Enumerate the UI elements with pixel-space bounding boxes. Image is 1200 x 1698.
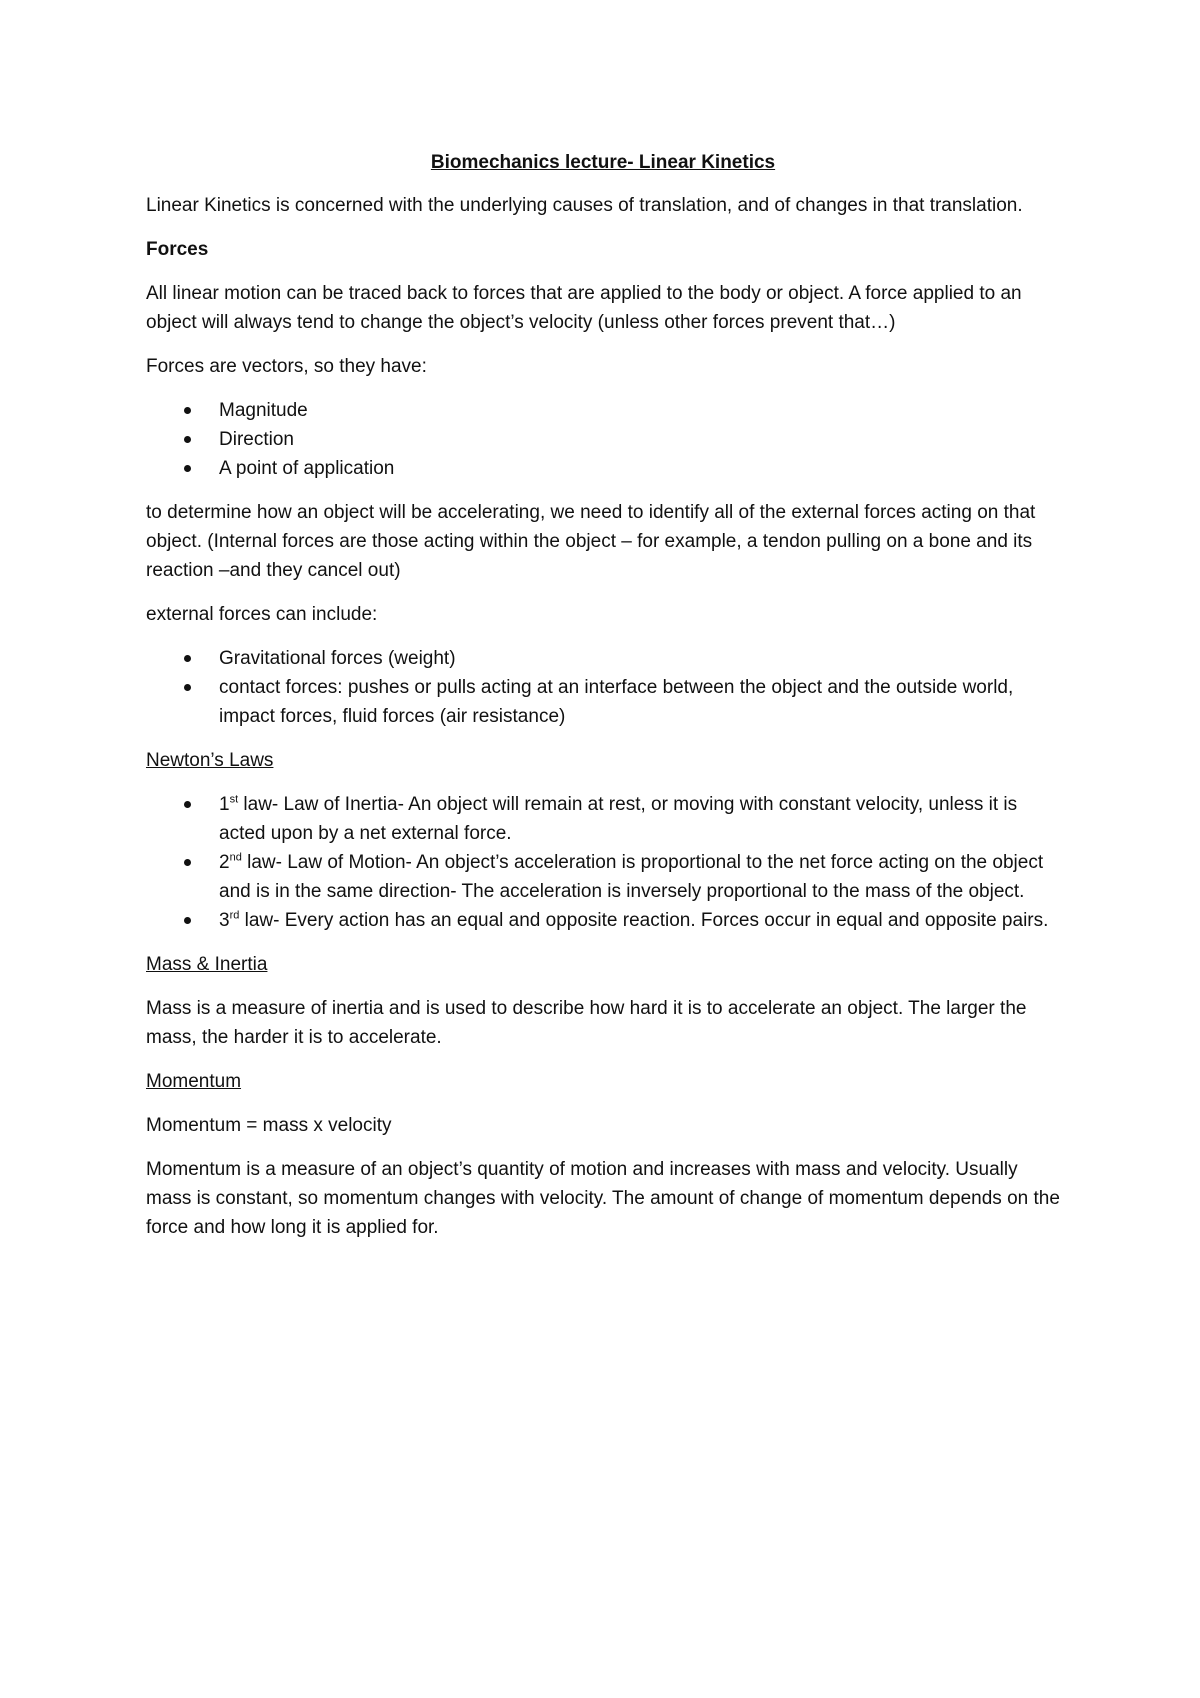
bullet-icon [184,436,191,443]
bullet-icon [184,407,191,414]
law-number: 2 [219,852,230,873]
list-item [146,454,1060,483]
list-item-text: contact forces: pushes or pulls acting at an interface between the object and the outside world, impact forces, fluid forces (air resistance) [219,677,1014,727]
bullet-icon [184,684,191,691]
list-item-text: A point of application [219,458,395,479]
bullet-icon [184,655,191,662]
list-item [146,425,1060,454]
forces-paragraph-2: Forces are vectors, so they have: [146,356,427,377]
list-item [146,790,1060,848]
document-title: Biomechanics lecture- Linear Kinetics [430,152,776,173]
list-item [146,644,1060,673]
list-item-text: Direction [219,429,294,450]
law-ordinal-suffix: st [229,793,239,806]
intro-paragraph: Linear Kinetics is concerned with the underlying causes of translation, and of changes in that translation. [146,195,1023,216]
forces-heading: Forces [146,239,209,260]
forces-paragraph-3: to determine how an object will be accelerating, we need to identify all of the external forces acting on that object. (Internal forces are those acting within the object – for example, a tendon pulling on a bone and its reaction –and they cancel out) [146,502,1036,581]
law-text: law- Law of Inertia- An object will remain at rest, or moving with constant velocity, unless it is acted upon by a net external force. [219,794,1018,844]
bullet-icon [184,465,191,472]
vector-properties-list [146,396,1060,483]
law-ordinal-suffix: nd [229,851,242,864]
momentum-heading: Momentum [146,1071,242,1092]
law-ordinal-suffix: rd [229,909,240,922]
list-item [146,673,1060,731]
bullet-icon [184,801,191,808]
mass-inertia-heading: Mass & Inertia [146,954,268,975]
law-number: 3 [219,910,230,931]
forces-paragraph-4: external forces can include: [146,604,378,625]
list-item [146,906,1060,935]
law-text: law- Every action has an equal and opposite reaction. Forces occur in equal and opposite pairs. [239,910,1049,931]
bullet-icon [184,859,191,866]
bullet-icon [184,917,191,924]
newtons-laws-heading: Newton’s Laws [146,750,274,771]
forces-paragraph-1: All linear motion can be traced back to forces that are applied to the body or object. A force applied to an object will always tend to change the object’s velocity (unless other forces prevent that…) [146,283,1022,333]
newtons-laws-list [146,790,1060,935]
law-text: law- Law of Motion- An object’s acceleration is proportional to the net force acting on the object and is in the same direction- The acceleration is inversely proportional to the mass of the object. [219,852,1044,902]
momentum-formula: Momentum = mass x velocity [146,1115,392,1136]
external-forces-list [146,644,1060,731]
list-item-text: Magnitude [219,400,308,421]
momentum-paragraph: Momentum is a measure of an object’s quantity of motion and increases with mass and velocity. Usually mass is constant, so momentum changes with velocity. The amount of change of momentum depends on the force and how long it is applied for. [146,1159,1060,1238]
list-item [146,848,1060,906]
law-number: 1 [219,794,230,815]
list-item-text: Gravitational forces (weight) [219,648,456,669]
mass-paragraph: Mass is a measure of inertia and is used to describe how hard it is to accelerate an object. The larger the mass, the harder it is to accelerate. [146,998,1027,1048]
list-item [146,396,1060,425]
